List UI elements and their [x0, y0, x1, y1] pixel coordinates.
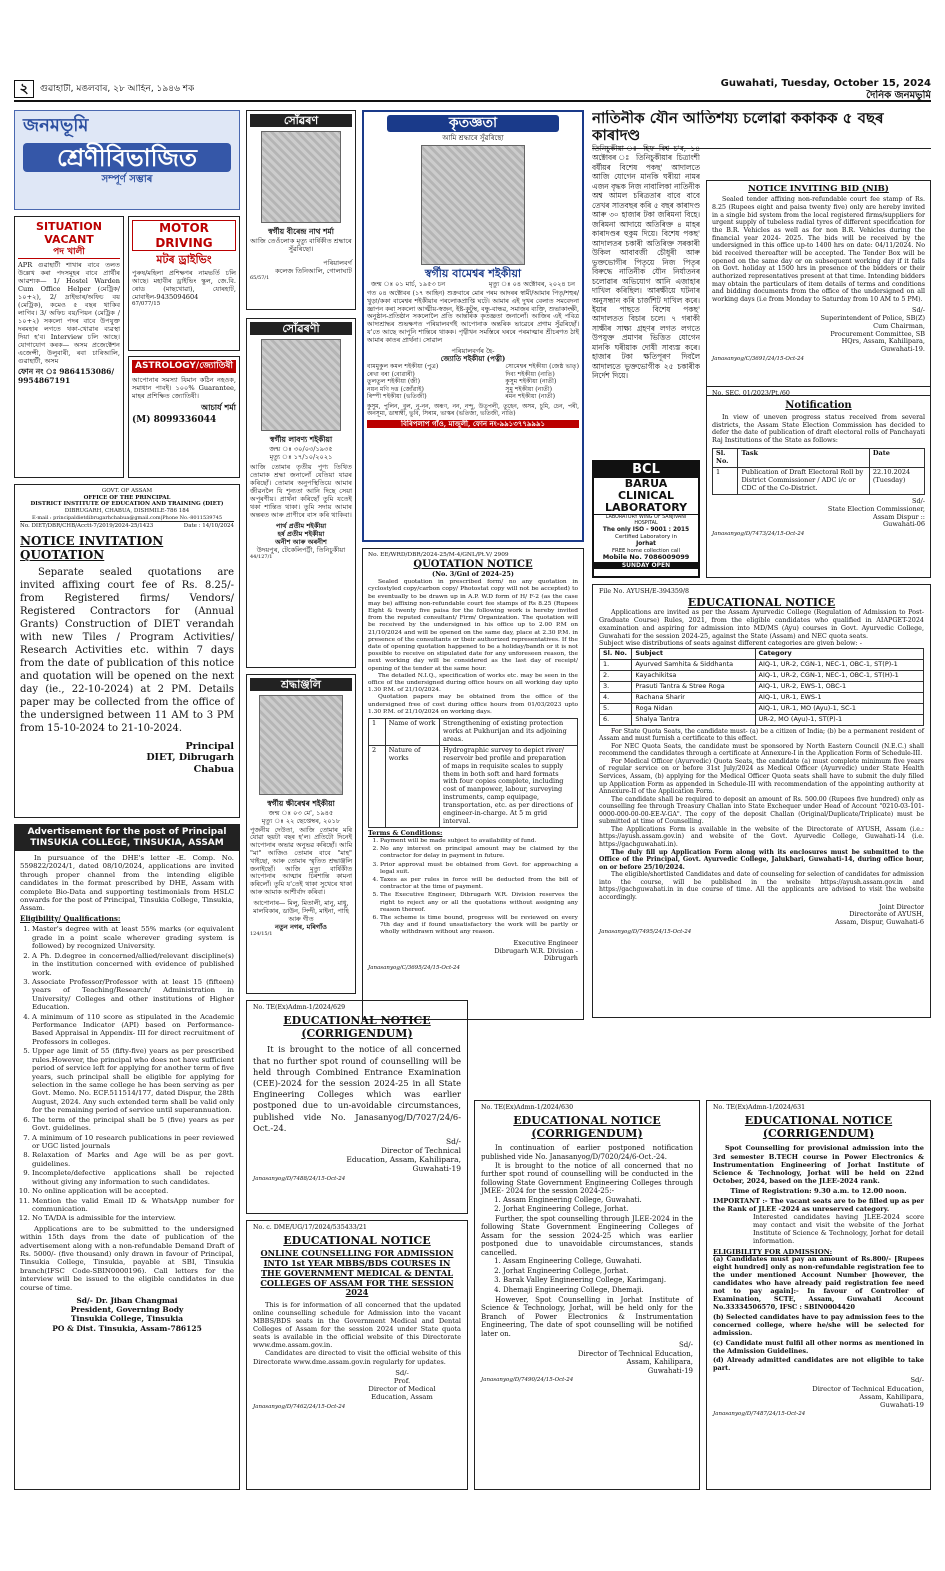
- diet-date: Date : 14/10/2024: [183, 522, 234, 529]
- bcl-name1: BARUA: [624, 476, 668, 490]
- obit3-born: জন্ম ঃ ০৩ মে', ১৯৪৫: [268, 808, 334, 817]
- ayush-title: EDUCATIONAL NOTICE: [687, 595, 836, 609]
- te631-ref: No. TE(Ex)Admn-1/2024/631: [713, 1104, 806, 1111]
- obit1-code: 65/57/1: [250, 274, 270, 281]
- tribute-footer: বিৰিপলাপ গাঁও, মাজুলী, ফোন নং-৯৯১৩৭৭৯৯৯১: [367, 420, 579, 429]
- obit2-text: আজি তোমাৰ তৃতীয় পুণ্য তিথিত তোমাক শ্ৰদ্ধা জনালোঁ যেতিয়া যাৱৰ কৰিছোঁ। তোমাৰ অনুপস্থিতিয়ে আমাৰ জীৱনলৈ যি শূন্যতা আনি দিছে সেয়া অপূৰণীয়। প্ৰাৰ্থনা কৰিছোঁ তুমি যতেই থকা শান্তিত থাকা। তুমি সদায় আমাৰ অন্তৰত আৰু প্ৰাণীৰে বাস কৰি থাকিবা।: [250, 462, 352, 519]
- tinsukia-eligibility-list: [20, 925, 234, 1222]
- sec-notification: [706, 386, 931, 578]
- tinsukia-title1: Advertisement for the post of Principal: [15, 825, 239, 838]
- list-item: (a) Candidates must pay an amount of Rs.800/- [Rupees eight hundred] only as non-refundable registration fee to the under mentioned Account Number [however, the candidates who have already paid registration fee need not to pay again]:- In favour of Controller of Examination, SCTE, Assam, Guwahati Account No.33334506570, IFSC : SBIN0004420: [713, 1255, 924, 1311]
- table-cell: 2: [369, 745, 386, 827]
- obit3-from: আপোনাৰ— মিলু, মিতালী, মানু, মাধু, মালবিকাৰ, ডাউন, সিন্দী, মাইনা, পাহি আৰু গীত: [253, 898, 349, 923]
- ayush-sign3: Assam, Dispur, Guwahati-6: [835, 918, 924, 927]
- family-member: ৰিম্পী শইকীয়া (ভতিজী): [367, 393, 427, 401]
- sit-sub: পদ খালী: [18, 247, 120, 259]
- table-cell: Name of work: [385, 719, 439, 746]
- sec-r3: 22.10.2024 (Tuesday): [869, 467, 924, 494]
- ayush-p7: The eligible/shortlisted Candidates and date of counseling for selection of candidates for admission into the course, will be published in the website https://ayush.assam.gov.in and https://gachguwahati.in in due course of time. All the applicants are advised to visit the website accordingly.: [599, 871, 924, 901]
- tribute-body: গত ০৪ অক্টোবৰ (১৭ আহিন) শুক্ৰবাৰে মোৰ পৰম আদৰৰ স্বামী/আমাৰ পিতৃ/শহুৰ/খুড়া/ককা বামেশ্বৰ শইকীয়াৰ পৰলোকপ্ৰাপ্তি ঘটে। আমাৰ এই দুখৰ বেলাত সমবেদনা জ্ঞাপন কৰা সকলো আত্মীয়-স্বজন, ইষ্ট-কুটুম্ব, বন্ধু-বান্ধৱ, সমাজৰ ব্যক্তি, শুভাকাংক্ষী, অনুষ্ঠান-প্ৰতিষ্ঠান সকলোলৈ প্ৰতি আন্তৰিক কৃতজ্ঞতা জনালোঁ। আজিৰ এই পবিত্ৰ আদ্যশ্ৰাদ্ধৰ শুভক্ষণত পৰিয়ালবৰ্গই আপোনাক অন্তৰিক ভাৱেৰে প্ৰণাম সুঁৱৰিছোঁ। য'তে আছে আপুনি শান্তিৰে থাকক। পৃথ্বীখন সমস্তিৰে ঘৰৰে পৰমাত্মাৰ শ্ৰীচৰণত ঠাই আমাৰ কাতৰ প্ৰাৰ্থনা। সোৱাল: [367, 288, 579, 344]
- diet-notice: [14, 484, 240, 818]
- date-english: Guwahati, Tuesday, October 15, 2024: [720, 78, 931, 89]
- te630-code: Janasanyog/D/7490/24/15-Oct-24: [481, 1377, 574, 1384]
- nib-sign2: Superintendent of Police, SB(Z): [820, 313, 925, 322]
- astro-name: আচাৰ্য শৰ্মা: [201, 402, 236, 413]
- bcl-name3: LABORATORY: [604, 501, 688, 515]
- motor-text: পুৰুষ/মহিলা প্ৰশিক্ষণৰ নামভৰ্তি চলি আছে। মহাবীৰ ড্ৰাইভিং স্কুল, জে.বি. ৰোড (মাছখোৱা), যোৰহাট, মোবাইল-9435094604: [132, 268, 236, 301]
- wrd-terms-title: Terms & Conditions:: [368, 829, 443, 838]
- bcl-cert: Certified Laboratory in: [615, 533, 677, 540]
- sec-title: Notification: [785, 399, 852, 411]
- astro-title: ASTROLOGY/জ্যোতিষী: [132, 360, 236, 373]
- wrd-code: Janasanyog/C/3695/24/15-Oct-24: [368, 965, 461, 972]
- dme-sub: ONLINE COUNSELLING FOR ADMISSION INTO 1st YEAR MBBS/BDS COURSES IN THE GOVERNMENT MEDICAL & DENTAL COLLEGES OF ASSAM FOR THE SESSION 2024: [260, 1248, 454, 1298]
- list-item: 3. Associate Professor/Professor with at least 15 (fifteen) years of Teaching/Research/ Administration in University/ Colleges and other institutions of Higher Education.: [32, 978, 234, 1012]
- ayush-p5: The Applications Form is available in the website of the Directorate of AYUSH, Assam (i.e.: https://ayush.assam.gov.in) and website of the Govt. Ayurvedic College, Guwahati-14 (i.e. https://gachguwahati.in).: [599, 825, 924, 849]
- tinsukia-elig: Eligibility/ Qualifications:: [20, 913, 121, 923]
- tinsukia-intro: In pursuance of the DHE's letter -E. Comp. No. 559822/2024/1, dated 08/10/2024, applications are invited through proper channel from the intending eligible candidates in the format prescribed by DHE, Assam with complete Bio-Data and supporting testimonials from HSLC onwards for the post of Principal, Tinsukia College, Tinsukia, Assam.: [20, 853, 234, 913]
- tribute-dates: [371, 281, 575, 289]
- table-cell: AIQ-1, UR-1, EWS-1: [755, 692, 924, 703]
- table-row: [600, 703, 924, 714]
- ayush-ref: File No. AYUSH/E-394359/8: [599, 588, 690, 595]
- diet-govt: GOVT. OF ASSAM: [101, 488, 153, 494]
- family-member: নয়ন মণি দত্ত (জোঁৱাই): [367, 385, 424, 393]
- family-member: বামমুকুল কমল শইকীয়া (পুত্ৰ): [367, 363, 439, 371]
- list-item: 12. No TA/DA is admissible for the interview.: [32, 1214, 234, 1222]
- tribute-more: কুসুম, পুলিন, বুল, নু-নন, অৰূণ, নন, নন্দু, উত্পলী, তুহেন, অসম, চুমি, চেন, পৰী, অনসূমা, ডাম্বাম্বী, ভুবি, সিৰাম, ভাস্কৰ (ভতিজা, ভতিজী, নাতি): [367, 403, 579, 418]
- list-item: 11. Mention the valid Email ID & WhatsApp number for communication.: [32, 1197, 234, 1214]
- tribute-name: স্বৰ্গীয় বামেশ্বৰ শইকীয়া: [424, 266, 522, 280]
- list-item: 4. A minimum of 110 score as stipulated in the Academic Performance Indicator (API) based on Performance-Based Appraisal in Appendix- III for direct recruitment of Professors in colleges.: [32, 1013, 234, 1047]
- motor-code: 67/077/15: [132, 300, 161, 307]
- table-cell: Hydrographic survey to depict river/ reservoir bed profile and preparation of maps in requisite scales to supply them in both soft and hard formats with four copies complete, including cost of manpower, labour, surveying instruments, camp equipage, transportation, etc. as per directions of engineer-in-charge. At 5 m grid interval.: [440, 745, 578, 827]
- table-cell: 2.: [600, 670, 632, 681]
- obit2-code: 44/127/1: [250, 553, 273, 560]
- bcl-free: FREE home collection call: [611, 547, 680, 554]
- wrd-body3: Quotation papers may be obtained from the office of the undersigned free of cost during office hours from 01/03/2023 upto 1.30 P.M. of 21/10/2024 on working days.: [368, 694, 578, 715]
- wrd-title: QUOTATION NOTICE: [413, 559, 533, 571]
- te630-sign1: Sd/-: [679, 1341, 693, 1350]
- nib-title: NOTICE INVITING BID (NIB): [748, 184, 889, 194]
- diet-sign2: DIET, Dibrugarh: [146, 752, 234, 764]
- diet-inst: DISTRICT INSTITUTE OF EDUCATION AND TRAINING (DIET): [30, 501, 224, 508]
- obit3-code: 124/15/1: [250, 931, 273, 938]
- sit-title: SITUATION VACANT: [36, 220, 102, 247]
- situation-vacant-ad: [14, 216, 124, 478]
- tribute-left-list: [367, 363, 438, 401]
- dme-title: EDUCATIONAL NOTICE: [283, 1233, 431, 1247]
- wrd-terms-list: [368, 838, 578, 937]
- te630-body2: It is brought to the notice of all concerned that no further spot round of counselling will be conducted in the following State Government Engineering Colleges through JMEE- 2024 for the session 2024-25:-: [481, 1161, 693, 1196]
- tinsukia-sign1: Sd/- Dr. Jiban Changmai: [76, 1296, 178, 1306]
- tinsukia-principal-ad: [14, 824, 240, 1490]
- tinsukia-sign4: PO & Dist. Tinsukia, Assam-786125: [52, 1323, 202, 1333]
- diet-office: OFFICE OF THE PRINCIPAL: [83, 494, 171, 501]
- ayush-body2: Subject wise distributions of seats against different categories are given below: -: [599, 639, 862, 648]
- date-assamese: গুৱাহাটী, মঙলবাৰ, ২৮ আহিন, ১৯৪৬ শক: [40, 84, 195, 94]
- te631-eligibility-list: [713, 1256, 924, 1373]
- sec-h2: Task: [738, 449, 869, 468]
- tribute-died: মৃত্যু ঃ ০৪ অক্টোবৰ, ২০২৪ চন: [488, 280, 575, 289]
- list-item: 10. No online application will be accepted.: [32, 1187, 234, 1195]
- te631-sign3: Assam, Kahilipara,: [859, 1392, 924, 1401]
- ayush-p1: For State Quota Seats, the candidate must- (a) be a citizen of India; (b) be a permanent resident of Assam and must furnish a certificate to this effect.: [599, 727, 924, 743]
- list-item: 3. Barak Valley Engineering College, Karimganj.: [503, 1276, 693, 1285]
- list-item: 4. Dhemaji Engineering College, Dhemaji.: [503, 1286, 693, 1295]
- tribute-family-head: জ্যোতি শইকীয়া (পত্নী): [440, 353, 506, 363]
- nib-body: Sealed tender affixing non-refundable court fee stamp of Rs. 8.25 (Rupees eight and paisa twenty five) only are hereby invited in a single bid system from the local registered firms/suppliers for urgent supply of tubeless radial tyres of different specification for the B.R. Vehicles as well as for non B.R. Vehicles during the financial year 2024- 2025. The bids will be received by the undersigned in this office up-to 1400 hrs on date: 04/11/2024. No bid received thereafter will be accepted. The Tender Box will be opened on the same day or on subsequent working day if it falls on Govt. holiday at 1500 hrs in presence of the bidders or their authorized representatives present at that time. Intending bidders may obtain the particulars of item details of terms and conditions and bidding documents from the office of the undersigned on all working days (i.e from Monday to Saturday from 10 AM to 5 PM).: [712, 196, 925, 304]
- obituary-2: [246, 318, 356, 668]
- table-row: [600, 714, 924, 725]
- wrd-quotation-notice: [362, 548, 584, 1020]
- te630-sign3: Assam, Kahilipara,: [626, 1358, 693, 1367]
- te630-body4: However, Spot Counselling in Jorhat Institute of Science & Technology, Jorhat, will be held only for the Branch of Power Electronics & Instrumentation Engineering, The date of spot counselling will be notified later on.: [481, 1295, 693, 1338]
- astro-phone: (M) 8099336044: [132, 414, 217, 425]
- te630-body1: In continuation of earlier postponed notification published vide No. Janasanyog/D/7020/24/6-Oct.-24.: [481, 1144, 693, 1162]
- te631-sign4: Guwahati-19: [880, 1401, 924, 1410]
- obit1-photo: [261, 131, 341, 223]
- table-cell: Kayachikitsa: [632, 670, 755, 681]
- te631-sign2: Director of Technical Education,: [812, 1384, 924, 1393]
- obit1-family: পৰিয়ালবৰ্গ: [323, 258, 352, 267]
- family-member: সুমু শইকীয়া (নাতী): [505, 385, 552, 393]
- family-member: তুলতুল শইকীয়া (জী): [367, 378, 420, 386]
- te630-ref: No. TE(Ex)Admn-1/2024/630: [481, 1104, 574, 1111]
- list-item: 2. Jorhat Engineering College, Jorhat.: [503, 1205, 693, 1214]
- tribute-born: জন্ম ঃ ০১ মাৰ্চ, ১৯৫৩ চন: [371, 280, 446, 289]
- wrd-ref: No. EE/WRD/DBR/2024-25/M-4/GNL/Pt.V/ 2909: [368, 552, 509, 558]
- nib-code: Janasanyog/C/3691/24/15-Oct-24: [712, 356, 805, 363]
- obit2-from: পাৰ্থ প্ৰতীম শইকীয়া: [275, 521, 327, 530]
- motor-driving-ad: [128, 216, 240, 351]
- te631-code: Janasanyog/D/7487/24/15-Oct-24: [713, 1411, 806, 1418]
- te629-ref: No. TE(Ex)Admn-1/2024/629: [253, 1004, 346, 1011]
- wrd-body2: The detailed N.I.Q., specification of works etc. may be seen in the office of the undersigned during office hours on all working day upto 1.30 P.M. of 21/10/2024.: [368, 672, 578, 694]
- bcl-city: Jorhat: [636, 540, 656, 547]
- te629-body: It is brought to the notice of all concerned that no further spot round of counselling will be held through Combined Entrance Examination (CEE)-2024 for the session 2024-25 in all State Engineering Colleges which was earlier postponed due to un-avoidable circumstances, published vide No. Janasanyog/D/7027/24/6-Oct.-24.: [253, 1044, 461, 1133]
- tribute-family-title: পৰিয়ালবৰ্গৰ হৈ-: [451, 346, 495, 355]
- sec-sign4: Guwahati-06: [882, 520, 925, 529]
- list-item: (b) Selected candidates have to pay admission fees to the concerned college, where he/she will be selected for admission.: [713, 1312, 924, 1337]
- te629-sub: (CORRIGENDUM): [301, 1027, 413, 1041]
- sec-sign1: Sd/-: [912, 496, 925, 505]
- obit2-from2: হৰ্ষ প্ৰতীম শইকীয়া: [277, 529, 325, 538]
- diet-sign1: Principal: [185, 740, 234, 752]
- table-cell: Roga Nidan: [632, 703, 755, 714]
- te630-list2: [481, 1257, 693, 1294]
- bcl-open: SUNDAY OPEN: [594, 562, 698, 569]
- table-cell: Nature of works: [385, 745, 439, 827]
- list-item: 9. Incomplete/defective applications shall be rejected without giving any information to such candidates.: [32, 1169, 234, 1186]
- sit-phone: ফোন নং ঃ 9864153086/ 9954867191: [18, 367, 115, 386]
- obit1-text: আজি তেওঁলোক মৃত্যু বাৰ্ষিকীত শ্ৰদ্ধাৰে সুঁৱৰিছো।: [250, 236, 352, 253]
- list-item: 7. A minimum of 10 research publications in peer reviewed or UGC listed journals: [32, 1134, 234, 1151]
- nib-sign4: Procurement Committee, SB: [830, 329, 925, 338]
- te631-body1: Spot Counselling for provisional admission into the 3rd semester B.TECH course in Power Electronics & Instrumentation Engineering of Jorhat Institute of Science & Technology, Jorhat will be held on 22nd October, 2024, based on the JLEE-2024 rank.: [713, 1144, 924, 1185]
- obit3-died: মৃত্যু ঃ ২২ ছেপ্তেম্বৰ, ২০১৮: [261, 816, 341, 825]
- dme-code: Janasanyog/D/7462/24/15-Oct-24: [253, 1403, 346, 1410]
- list-item: 1. Master's degree with at least 55% marks (or equivalent grade in a point scale wherever grading system is followed) by recognized University.: [32, 925, 234, 950]
- te631-elig: ELIGIBILITY FOR ADMISSION:: [713, 1248, 833, 1257]
- table-cell: Prasuti Tantra & Stree Roga: [632, 681, 755, 692]
- diet-email: E-mail : principaldietdibrugarhchabua@gmail.com|Phone No.-8011539745: [20, 515, 234, 522]
- diet-addr: DIBRUGARH, CHABUA, DISHMILE-786 184: [64, 508, 190, 515]
- table-cell: 6.: [600, 714, 632, 725]
- wrd-body1: Sealed quotation in prescribed form/ no any quotation in cyclostyled copy/carbon copy/ Photostat copy will not be accepted) to be eventually to be drawn up in A.P. W.D form of H/ F-2 (as the case may be) affixing non-refundable court fee stamps of Rs 8.25 (Rupees Eight & twenty five paisa for the following work is hereby invited from the reputed consultant/ Firm/ Organization. The quotation will be received by the undersigned in his office up to 2.00 P.M on 21/10/2024 and will be opened on the same day, place at 2.30 P.M. in presence of the consultants or their authorized representatives. If the date of opening quotation happened to be a holiday/bandh or it is not possible to receive on stipulated date for any unforeseen reason, the next working day will be considered as the last day of receipt/ opening of the tender at the same hour.: [368, 579, 578, 672]
- bcl-iso: The only ISO - 9001 : 2015: [602, 526, 690, 533]
- table-row: [369, 719, 578, 746]
- astrology-ad: [128, 356, 240, 478]
- wrd-sign1: Executive Engineer: [513, 938, 578, 947]
- te631-imp: IMPORTANT :- The vacant seats are to be filled up as per the Rank of JLEE -2024 as unreserved category.: [713, 1196, 924, 1213]
- tribute-photo: [421, 145, 525, 265]
- obit3-place: নতুন নগৰ, মৰিগাঁও: [274, 923, 328, 932]
- sec-r2: Publication of Draft Electoral Roll by District Commissioner / ADC i/c or CDC of the Co-District.: [738, 467, 869, 494]
- te631-title: EDUCATIONAL NOTICE: [744, 1113, 893, 1127]
- table-cell: UR-2, MO (Ayu)-1, ST(P)-1: [755, 714, 924, 725]
- nib-sign1: Sd/-: [912, 305, 925, 314]
- nib-notice: [706, 180, 931, 396]
- obit3-text: পুজনীয় দেউতা, আজি তোমাৰ মৰি যোৱা ছয়টা বছৰ হ'ল। প্ৰতিটো দিনেই আপোনাৰ অভাৱ অনুভৱ কৰিছোঁ। আমি "মা" আজিও তোমাৰ বাবে "মাহ" খাইছো, আৰু তোমাৰ স্মৃতিত শ্ৰদ্ধাঞ্জলি জনাইছোঁ। আজি মৃত্যু বাৰ্ষিকীত আপোনাৰ আত্মাৰ চিৰশান্তি কামনা কৰিলোঁ। তুমি য'তেই থাকা সুখেৰে থাকা আৰু আমাক আশীৰ্বাদ কৰিবা।: [250, 825, 352, 897]
- table-cell: AIQ-1, UR-2, CGN-1, NEC-1, OBC-1, ST(H)-1: [755, 670, 924, 681]
- tribute-banner: কৃতজ্ঞতা: [387, 115, 559, 132]
- family-member: ৰেখা বৰা (বোৱাৰী): [367, 370, 415, 378]
- list-item: 1. Assam Engineering College, Guwahati.: [503, 1196, 693, 1205]
- bcl-mobile: Mobile No. 7086009099: [602, 553, 690, 562]
- table-cell: 1: [369, 719, 386, 746]
- ayush-sign1: Joint Director: [879, 902, 924, 911]
- list-item: 4. Taxes as per rules in force will be deducted from the bill of contractor at the time of payment.: [380, 877, 578, 891]
- table-row: [600, 670, 924, 681]
- table-cell: Ayurved Samhita & Siddhanta: [632, 660, 755, 671]
- te629-sign1: Sd/-: [446, 1136, 461, 1146]
- table-row: [369, 745, 578, 827]
- brand-sub: সম্পূৰ্ণ সম্ভাৰ: [101, 174, 153, 186]
- obit2-place: উদয়পুৰ, টেকেলিপট্টী, তিনিচুকীয়া: [256, 545, 346, 554]
- obit3-tag: শ্ৰদ্ধাঞ্জলি: [250, 678, 352, 691]
- ayush-sign2: Directorate of AYUSH,: [849, 910, 924, 919]
- brand-top: জনমভূমি: [23, 115, 89, 136]
- dme-sign1: Sd/-: [395, 1368, 409, 1377]
- obit2-tag: সোঁৱৰণী: [250, 322, 352, 335]
- obit3-name: স্বৰ্গীয় ক্ষীৰেশ্বৰ শইকীয়া: [267, 799, 335, 809]
- list-item: (c) Candidate must fulfil all other norms as mentioned in the Admission Guidelines.: [713, 1338, 924, 1355]
- dme-sign4: Education, Assam: [371, 1393, 433, 1402]
- table-cell: 1.: [600, 660, 632, 671]
- list-item: 5. Upper age limit of 55 (fifty-five) years as per prescribed rules.However, the principal who does not have sufficient period of service left for applying for another term of five years, such principal shall be eligible for applying for selection in the same college he has been serving as per Govt. Memo. No. ECF.511514/177, dated Dispur, the 28th August, 2024. Any such extended term shall be valid only for the remaining period of service until superannuation.: [32, 1047, 234, 1114]
- list-item: 2. No any interest on principal amount may be claimed by the contractor for delay in payment in future.: [380, 846, 578, 860]
- tinsukia-sign3: Tinsukia College, Tinsukia: [70, 1314, 184, 1324]
- page-header: [14, 78, 931, 102]
- sit-text: APR গুৱাহাটী শাখাৰ বাবে তলত উল্লেখ কৰা পদসমূহৰ বাবে প্ৰাৰ্থীৰ আৱশ্যক— 1/ Hostel Warden Cum Office Helper (মেট্ৰিক/১০+২), 2/ দ্ৰাইভাৰ/অফিচ বয় (মেট্ৰিক), কমেও ৫ বছৰ থাকিব লাগিব। 3/ অফিচ বয়/পিয়ন (মেট্ৰিক /১০+২) সকলো পদৰ বাবে উপযুক্ত দৰমহাৰ লগতে থকা-খোৱাৰ ব্যৱস্থা দিয়া হ'ব। Interview চলি আছে। যোগাযোগ কৰক— অসম প্ৰজেক্টেশন এজেন্সী, উলুবাৰী, ৰবা চাৰিআলি, গুৱাহাটী, অসম: [18, 260, 120, 366]
- te629-sign4: Guwahati-19: [412, 1164, 461, 1174]
- table-cell: AIQ-1, UR-2, EWS-1, OBC-1: [755, 681, 924, 692]
- classified-brand: [14, 110, 240, 210]
- te631-imp2: Interested candidates having JLEE-2024 score may contact and visit the website of the Jorhat Institute of Science & Technology, Jorhat for detail information.: [753, 1212, 924, 1246]
- obit2-born: জন্ম ঃ ৩০/০৩/১৯৩৫: [269, 444, 333, 453]
- list-item: (d) Already admitted candidates are not eligible to take part.: [713, 1356, 924, 1373]
- dme-sign3: Director of Medical: [368, 1385, 436, 1394]
- list-item: 5. The Executive Engineer, Dibrugarh W.R. Division reserves the right to reject any or all the quotations without assigning any reason thereof.: [380, 892, 578, 914]
- ayush-table: [599, 648, 924, 725]
- table-cell: Rachana Sharir: [632, 692, 755, 703]
- obit3-photo: [259, 695, 343, 795]
- dme-body2: Candidates are directed to visit the official website of this Directorate www.dme.assam.gov.in regularly for updates.: [253, 1349, 461, 1366]
- te630-notice: [474, 1100, 700, 1490]
- wrd-sub: (No. 3/Gnl of 2024-25): [432, 570, 514, 579]
- obit2-photo: [261, 339, 341, 431]
- te629-code: Janasanyog/D/7488/24/15-Oct-24: [253, 1175, 346, 1182]
- table-cell: 3.: [600, 681, 632, 692]
- table-header: Sl. No.: [600, 649, 632, 660]
- te629-title: EDUCATIONAL NOTICE: [283, 1013, 431, 1027]
- table-cell: 5.: [600, 703, 632, 714]
- list-item: 1. Payment will be made subject to availability of fund.: [380, 838, 578, 845]
- list-item: 6. The scheme is time bound, progress will be reviewed on every 7th day and if found unsatisfactory the work will be partly or wholly withdrawn without any reason.: [380, 915, 578, 937]
- family-member: কুসুম শইকীয়া (নাতী): [505, 378, 557, 386]
- news-headline: নাতিনীক যৌন আতিশয্য চলোৱা ককাকক ৫ বছৰ কাৰাদণ্ড: [592, 110, 931, 149]
- wrd-sign3: Dibrugarh: [543, 954, 578, 963]
- paper-name: দৈনিক জনমভূমি: [866, 90, 931, 101]
- nib-sign3: Cum Chairman,: [873, 321, 925, 330]
- dme-ref: No. c. DME/UG/17/2024/535433/21: [253, 1224, 367, 1231]
- list-item: 2. A Ph. D.degree in concerned/allied/relevant discipline(s) in the institution concerned with evidence of published work.: [32, 952, 234, 977]
- obit2-from3: অনীশ আৰু অৰনীশ: [275, 537, 327, 546]
- te630-title: EDUCATIONAL NOTICE: [513, 1113, 661, 1127]
- te631-sub: (CORRIGENDUM): [762, 1127, 875, 1141]
- list-item: 6. The term of the principal shall be 5 (five) years as per Govt. guidelines.: [32, 1116, 234, 1133]
- obit1-name: স্বৰ্গীয় বীৰেন্দ্ৰ নাথ শৰ্মা: [268, 227, 334, 237]
- sec-ref: No. SEC. 01/2023/Pt./60: [712, 390, 790, 397]
- diet-title: NOTICE INVITATION QUOTATION: [20, 533, 164, 563]
- sec-r1: 1: [713, 467, 738, 494]
- table-cell: AIQ-1, UR-1, MO (Ayu)-1, SC-1: [755, 703, 924, 714]
- sec-sign2: State Election Commissioner,: [827, 504, 925, 513]
- table-cell: AIQ-1, UR-2, CGN-1, NEC-1, OBC-1, ST(P)-1: [755, 660, 924, 671]
- obit1-place: কলেজ তিনিআলি, গোলাঘাট: [275, 266, 352, 275]
- ayush-body1: Applications are invited as per the Assam Ayurvedic College (Regulation of Admission to Post-Graduate Course) Rules, 2021, from the eligible candidates who qualified in AIAPGET-2024 examination and aspiring for admission into MD/MS (Ayu) courses in Govt. Ayurvedic College, Guwahati for the session 2024-25, against the State (Assam) and NEC quota seats.: [599, 608, 924, 640]
- tinsukia-title2: TINSUKIA COLLEGE, TINSUKIA, ASSAM: [15, 838, 239, 851]
- table-row: [600, 692, 924, 703]
- news-body: তিনিচুকীয়া ঃ হিফ বিশ্ব চ'ৰ, ১৪ অক্টোবৰ ঃ তিনিচুকীয়াৰ চিত্ৰাংশী বৰ্ষীয়ৰ বিশেষ পকছ' আদালতে আজি যোগেন মানকি ঘৰীয়া নামৰ এজন বৃদ্ধক নিজ নাবালিকা নাতিনীক অশ্ব আমল চৰিত্ৰতাৰ বাবে বাবে তেখৰ সাতবছৰ কৰি ৫ বছৰ কাৰাদণ্ড আৰু ৩০ হাজাৰ টকা জৰিমনা বিহে। জৰিমনা আদায়ে অতিৰিক্ত ৪ মাহৰ কাৰাদণ্ডৰ হুকুম দিয়ে। বিশেষ পকছ' আদালতৰ চকাৰী অতিৰিক্ত সৰকাৰী উকিল আবাবজী চৌধুৰী আৰু ভুক্তভোগীৰ পিতৃয়ে নিজ পিতৃৰ বিৰুদ্ধে নাতিনীক যৌন নিৰ্যাতনৰ চলোৱাৰ অভিযোগ আনি এজাহাৰ দাখিল কৰিছিল। আৰক্ষীয়ে ঘটনাৰ অনুসন্ধান কৰি চাৰ্জশিট দাখিল কৰে। ইয়াৰ পাছতে বিশেষ পকছ' আদালতত বিচাৰ চলে। ৭ গৰাকী সাক্ষীৰ সাক্ষ্য গ্ৰহণৰ লগত লগতে উপযুক্ত প্ৰমাণৰ ভিত্তিত যোগেন মানকি ঘৰীয়াক দোষী সাব্যস্ত কৰে। হাজাৰ টকা ক্ষতিপূৰণ দিবলৈ আদালতে ভুক্তভোগীক ২৫ চকাৰীক নিৰ্দেশ দিয়ে।: [592, 144, 700, 381]
- te630-sign4: Guwahati-19: [647, 1366, 693, 1375]
- obit2-name: স্বৰ্গীয় লাবণ্য শইকীয়া: [269, 435, 333, 445]
- sec-h3: Date: [869, 449, 924, 468]
- family-member: সোমেশ্বৰ শইকীয়া (জেষ্ঠ ভাতৃ): [505, 363, 579, 371]
- sec-table: [712, 448, 925, 495]
- tribute-sub: আমি শ্ৰদ্ধাৰে সুঁৱৰিছো: [442, 134, 504, 143]
- sec-sign3: Assam Dispur ::: [873, 512, 925, 521]
- obituary-3: [246, 674, 356, 994]
- nib-sign6: Guwahati-19.: [880, 345, 925, 354]
- tinsukia-closing: Applications are to be submitted to the undersigned within 15th days from the date of publication of the advertisement along with a non-refundable Demand Draft of Rs. 5000/- (five thousand) only drawn in favour of Principal, Tinsukia College, Tinsukia, payable at SBI, Tinsukia branch(IFSC Code-SBIN0000196). Call letters for the interview will be issued to the eligible candidates in due course of time.: [20, 1224, 234, 1292]
- list-item: 1. Assam Engineering College, Guwahati.: [503, 1257, 693, 1266]
- list-item: 2. Jorhat Engineering College, Jorhat.: [503, 1267, 693, 1276]
- te629-notice: [246, 1000, 468, 1214]
- table-header: Category: [755, 649, 924, 660]
- sec-h1: Sl. No.: [713, 449, 738, 468]
- sec-body: In view of uneven progress status received from several districts, the Assam State Election Commission has decided to defer the date of publication of draft electoral rolls of Panchayati Raj Institutions of the State as follows:: [712, 412, 925, 445]
- dme-body1: This is for information of all concerned that the updated online counselling schedule for Admission into the vacant MBBS/BDS seats in the Government Medical and Dental Colleges of Assam for the session 2024 under State quota seats is available in the official website of this Directorate www.dme.assam.gov.in.: [253, 1301, 461, 1350]
- table-cell: Shalya Tantra: [632, 714, 755, 725]
- ayush-p4: The candidate shall be required to deposit an amount of Rs. 500.00 (Rupees five hundred) only as counselling fee through Treasury Challan into State Exchequer under Head of Account "0210-03-101-0000-000-00-00-EE-V-GA". The copy of the deposit Challan (Original/Duplicate/Triplicate) must be submitted at time of Counselling.: [599, 795, 924, 826]
- table-row: [600, 681, 924, 692]
- nib-sign5: HQrs, Assam, Kahilipara,: [841, 337, 925, 346]
- bcl-logo: BCL: [594, 462, 698, 478]
- bcl-name2: CLINICAL: [617, 488, 675, 502]
- te630-sub: (CORRIGENDUM): [531, 1127, 643, 1141]
- sec-code: Janasanyog/D/7473/24/15-Oct-24: [712, 531, 805, 538]
- te629-sign3: Education, Assam, Kahilipara,: [346, 1155, 461, 1165]
- table-cell: Strengthening of existing protection works at Pukhurijan and its adjoining areas.: [440, 719, 578, 746]
- te631-notice: [706, 1100, 931, 1490]
- list-item: 3. Prior approval must be obtained from Govt. for approaching a legal suit.: [380, 862, 578, 876]
- ayush-notice: [592, 584, 931, 1018]
- family-member: দিব্য শইকীয়া (নাতি): [505, 370, 555, 378]
- wrd-work-table: [368, 718, 578, 828]
- motor-title: MOTOR DRIVING: [132, 220, 236, 251]
- obit1-tag: সোঁৱৰণ: [250, 114, 352, 127]
- te630-sign2: Director of Technical Education,: [577, 1349, 693, 1358]
- family-member: ৰমন শইকীয়া (নাতী): [505, 393, 556, 401]
- te629-sign2: Director of Technical: [381, 1146, 461, 1156]
- tribute-right-list: [505, 363, 579, 401]
- obit2-died: মৃত্যু ঃ ১৭/১০/২০২১: [269, 452, 333, 461]
- bcl-sub: LABORATORY WING OF SANJIVANI HOSPITAL: [594, 514, 698, 527]
- te631-time: Time of Registration: 9.30 a.m. to 12.00 noon.: [730, 1186, 907, 1195]
- te630-list1: [481, 1196, 693, 1214]
- tribute-family-lists: [367, 363, 579, 401]
- page-number: ২: [14, 80, 34, 98]
- dme-sign2: Prof.: [393, 1376, 411, 1385]
- table-cell: 4.: [600, 692, 632, 703]
- ayush-code: Janasanyog/D/7495/24/15-Oct-24: [599, 929, 692, 936]
- motor-sub: মটৰ ড্ৰাইভিং: [156, 253, 212, 267]
- tinsukia-sign2: President, Governing Body: [70, 1305, 184, 1315]
- bcl-lab-ad: [592, 460, 700, 578]
- list-item: 8. Relaxation of Marks and Age will be as per govt. guidelines.: [32, 1151, 234, 1168]
- diet-ref: No. DIET/DBR/CHB/Acctt-7/2019/2024-25/1423: [20, 522, 154, 529]
- wrd-sign2: Dibrugarh W.R. Division -: [494, 946, 578, 955]
- diet-sign3: Chabua: [193, 764, 234, 776]
- diet-body: Separate sealed quotations are invited affixing court fee of Rs. 8.25/- from Registered firms/ Vendors/ Registered Contractors for (Annual Grants) Construction of DIET verandah with new Tiles / Program Activities/ Research Activities etc. within 7 days from the date of publication of this notice and quotation will be opened on the next day (ie., 22-10-2024) at 2 PM. Details paper may be collected from the office of the undersigned between 11 AM to 3 PM from 15-10-2024 to 21-10-2024.: [20, 566, 234, 734]
- diet-ref-row: [20, 523, 234, 530]
- ayush-p2: For NEC Quota Seats, the candidate must be sponsored by North Eastern Council (N.E.C.) shall recommend the candidates through a certificate at Annexure-I in the Application Form of Schedule-III.: [599, 742, 924, 758]
- te631-sign1: Sd/-: [910, 1376, 924, 1385]
- te630-body3: Further, the spot counselling through JLEE-2024 in the following State Government Engineering Colleges of Assam for the session 2024-25 which was earlier postponed due to unavoidable circumstances, stands cancelled.: [481, 1214, 693, 1257]
- ayush-p6: The duly fill up Application Form along with its enclosures must be submitted to the Office of the Principal, Govt. Ayurvedic College, Jalukbari, Guwahati-14, during office hour, on or before 25/10/2024.: [599, 848, 924, 871]
- dme-notice: [246, 1220, 468, 1490]
- ayush-p3: For Medical Officer (Ayurvedic) Quota Seats, the candidate (a) must complete minimum five years of regular service on or before 31st July/2024 as Medical Officer (Ayurvedic) under State Health Services, Assam, (b) applying for the Medical Officer Quota seats shall have to submit the duly filled up Application Form as appended in Schedule-III with recommendation of the appointing authority at Annexure-II of the Application Form.: [599, 757, 924, 796]
- astro-text: আপোনাৰ সমস্যা যিমান কঠিন নহওক, সমাধান পাবই। ১০০% Guarantee, মাহৰ প্ৰশিক্ষিত জ্যোতিষী।: [132, 375, 236, 401]
- tribute-ad: [362, 110, 584, 542]
- table-row: [600, 660, 924, 671]
- brand-main: শ্ৰেণীবিভাজিত: [23, 143, 231, 172]
- obituary-1: [246, 110, 356, 310]
- table-header: Subject: [632, 649, 755, 660]
